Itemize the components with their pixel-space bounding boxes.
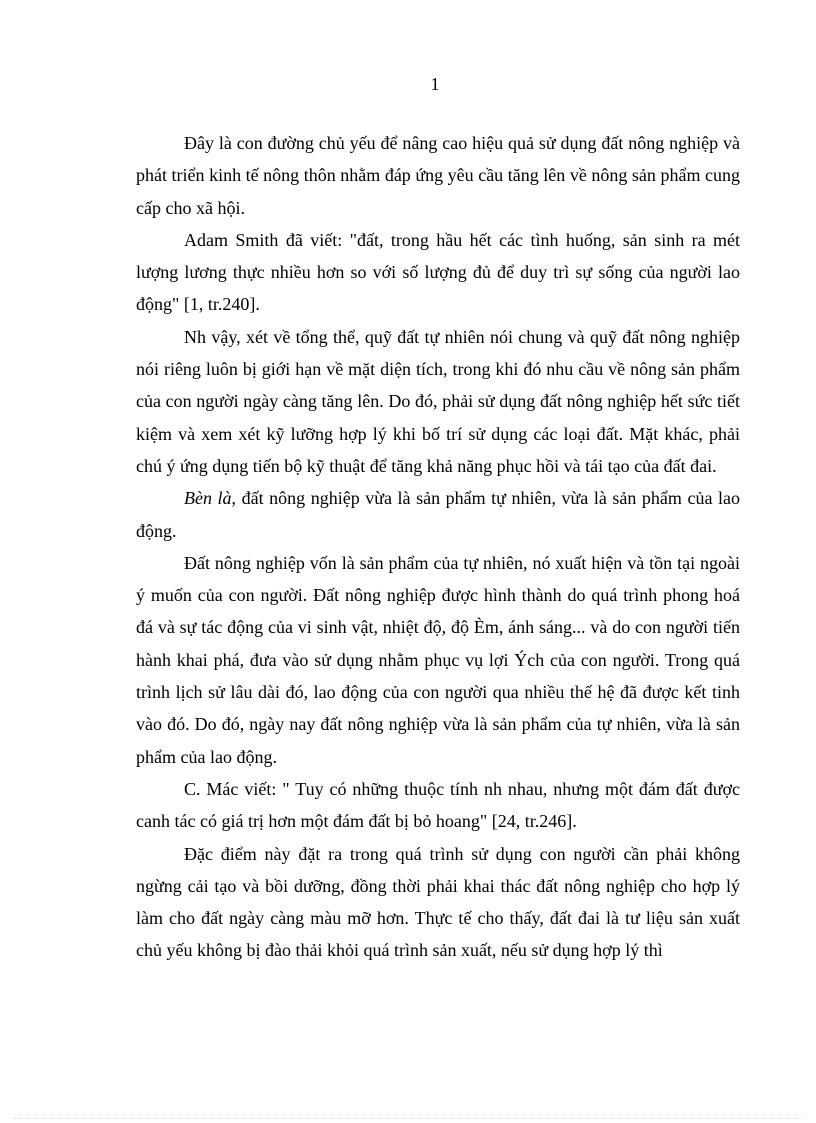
document-body — [136, 127, 740, 967]
paragraph-2-adam-smith-quote: Adam Smith đã viết: "đất, trong hầu hết các tình huống, sản sinh ra mét lượng lương thực nhiều hơn so với số lượng đủ để duy trì sự sống của người lao động" [1, tr.240]. — [136, 229, 740, 315]
paragraph-3: Nh vậy, xét về tổng thể, quỹ đất tự nhiên nói chung và quỹ đất nông nghiệp nói riêng luôn bị giới hạn về mặt diện tích, trong khi đó nhu cầu về nông sản phẩm của con người ngày càng tăng lên. Do đó, phải sử dụng đất nông nghiệp hết sức tiết kiệm và xem xét kỹ lưỡng hợp lý khi bố trí sử dụng các loại đất. Mặt khác, phải chú ý ứng dụng tiến bộ kỹ thuật để tăng khả năng phục hồi và tái tạo của đất đai. — [136, 326, 740, 476]
page-number: 1 — [430, 74, 440, 94]
paragraph-6-marx-quote: C. Mác viết: " Tuy có những thuộc tính nh nhau, nhưng một đám đất được canh tác có giá trị hơn một đám đất bị bỏ hoang" [24, tr.246]. — [136, 778, 740, 832]
page-bottom-divider — [14, 1118, 802, 1119]
paragraph-5: Đất nông nghiệp vốn là sản phẩm của tự nhiên, nó xuất hiện và tồn tại ngoài ý muốn của con người. Đất nông nghiệp được hình thành do quá trình phong hoá đá và sự tác động của vi sinh vật, nhiệt độ, độ Èm, ánh sáng... và do con người tiến hành khai phá, đưa vào sử dụng nhằm phục vụ lợi Ých của con người. Trong quá trình lịch sử lâu dài đó, lao động của con người qua nhiều thế hệ đã được kết tinh vào đó. Do đó, ngày nay đất nông nghiệp vừa là sản phẩm của tự nhiên, vừa là sản phẩm của lao động. — [136, 552, 740, 767]
paragraph-4-text: , đất nông nghiệp vừa là sản phẩm tự nhiên, vừa là sản phẩm của lao động. — [136, 488, 740, 541]
paragraph-1: Đây là con đường chủ yếu để nâng cao hiệu quả sử dụng đất nông nghiệp và phát triển kinh tế nông thôn nhằm đáp ứng yêu cầu tăng lên về nông sản phẩm cung cấp cho xã hội. — [136, 133, 740, 218]
italic-lead: Bèn là — [184, 488, 232, 509]
paragraph-7: Đặc điểm này đặt ra trong quá trình sử dụng con người cần phải không ngừng cải tạo và bồi dưỡng, đồng thời phải khai thác đất nông nghiệp cho hợp lý làm cho đất ngày càng màu mỡ hơn. Thực tế cho thấy, đất đai là tư liệu sản xuất chủ yếu không bị đào thải khỏi quá trình sản xuất, nếu sử dụng hợp lý thì — [136, 843, 740, 961]
paragraph-4 — [136, 482, 740, 547]
